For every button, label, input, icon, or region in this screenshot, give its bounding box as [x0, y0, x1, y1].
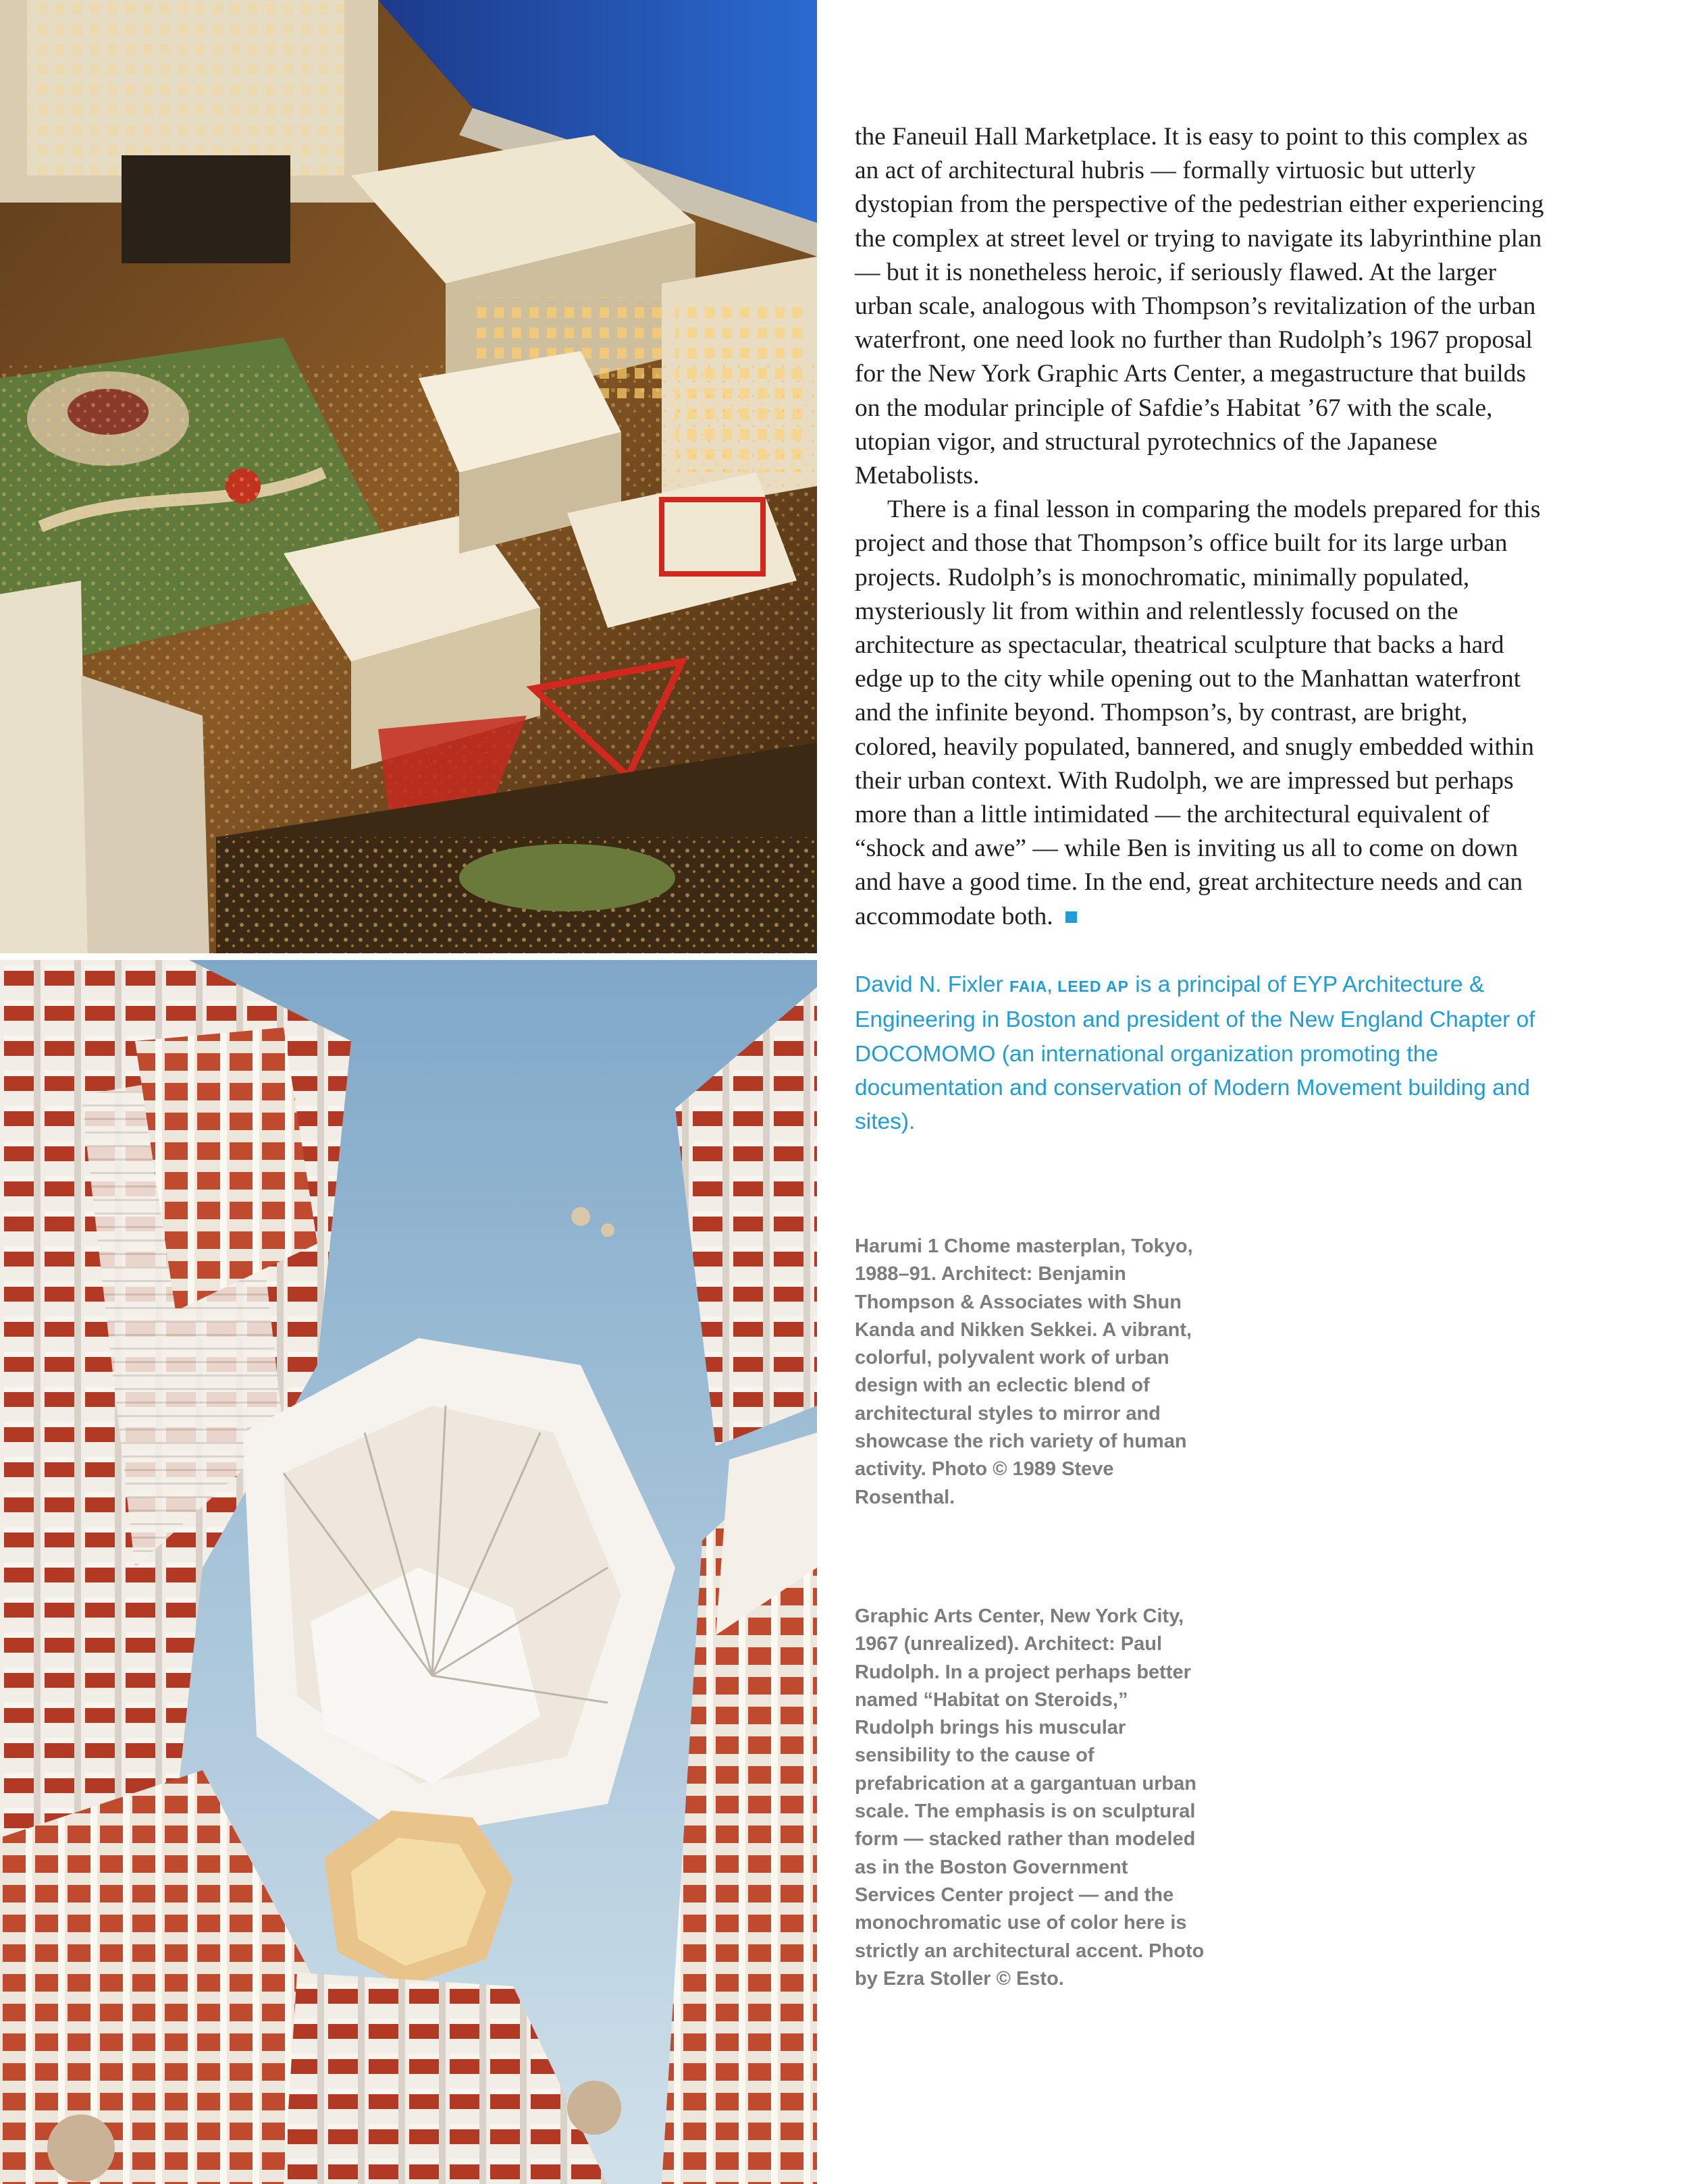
article-paragraph-2-text: There is a final lesson in comparing the models prepared for this project and those that Thompson’s office built for its large urban projects. Rudolph’s is monochromatic, minimally populated, mysteriously lit from within and relentlessly focused on the architecture as spectacular, theatrical sculpture that backs a hard edge up to the city while opening out to the Manhattan waterfront and the infinite beyond. Thompson’s, by contrast, are bright, colored, heavily populated, bannered, and snugly embedded within their urban context. With Rudolph, we are impressed but perhaps more than a little intimidated — the architectural equivalent of “shock and awe” — while Ben is inviting us all to come on down and have a good time. In the end, great architecture needs and can accommodate both.: [855, 496, 1541, 930]
author-name: David N. Fixler: [855, 972, 1003, 997]
end-of-article-square-icon: [1065, 911, 1077, 923]
article-body: [855, 120, 1546, 934]
harumi-model-photo: [0, 0, 817, 953]
photo-caption-harumi: Harumi 1 Chome masterplan, Tokyo, 1988–91. Architect: Benjamin Thompson & Associates with Shun Kanda and Nikken Sekkei. A vibrant, colorful, polyvalent work of urban design with an eclectic blend of architectural styles to mirror and showcase the rich variety of human activity. Photo © 1989 Steve Rosenthal.: [855, 1235, 1193, 1508]
photo-caption-graphic-arts-center: Graphic Arts Center, New York City, 1967 (unrealized). Architect: Paul Rudolph. In a project perhaps better named “Habitat on Steroids,” Rudolph brings his muscular sensibility to the cause of prefabrication at a gargantuan urban scale. The emphasis is on sculptural form — stacked rather than modeled as in the Boston Government Services Center project — and the monochromatic use of color here is strictly an architectural accent. Photo by Ezra Stoller © Esto.: [855, 1605, 1205, 1990]
author-bio: [855, 968, 1557, 1139]
graphic-arts-center-model-photo: [0, 960, 817, 2184]
author-credentials: FAIA, LEED AP: [1009, 978, 1129, 995]
author-bio-text: is a principal of EYP Architecture & Engineering in Boston and president of the New England Chapter of DOCOMOMO (an international organization promoting the documentation and conservation of Modern Movement building and sites).: [855, 972, 1535, 1135]
article-paragraph-2: [855, 493, 1546, 934]
article-paragraph-1: the Faneuil Hall Marketplace. It is easy to point to this complex as an act of architectural hubris — formally virtuosic but utterly dystopian from the perspective of the pedestrian either experiencing the complex at street level or trying to navigate its labyrinthine plan — but it is nonetheless heroic, if seriously flawed. At the larger urban scale, analogous with Thompson’s revitalization of the urban waterfront, one need look no further than Rudolph’s 1967 proposal for the New York Graphic Arts Center, a megastructure that builds on the modular principle of Safdie’s Habitat ’67 with the scale, utopian vigor, and structural pyrotechnics of the Japanese Metabolists.: [855, 123, 1544, 490]
